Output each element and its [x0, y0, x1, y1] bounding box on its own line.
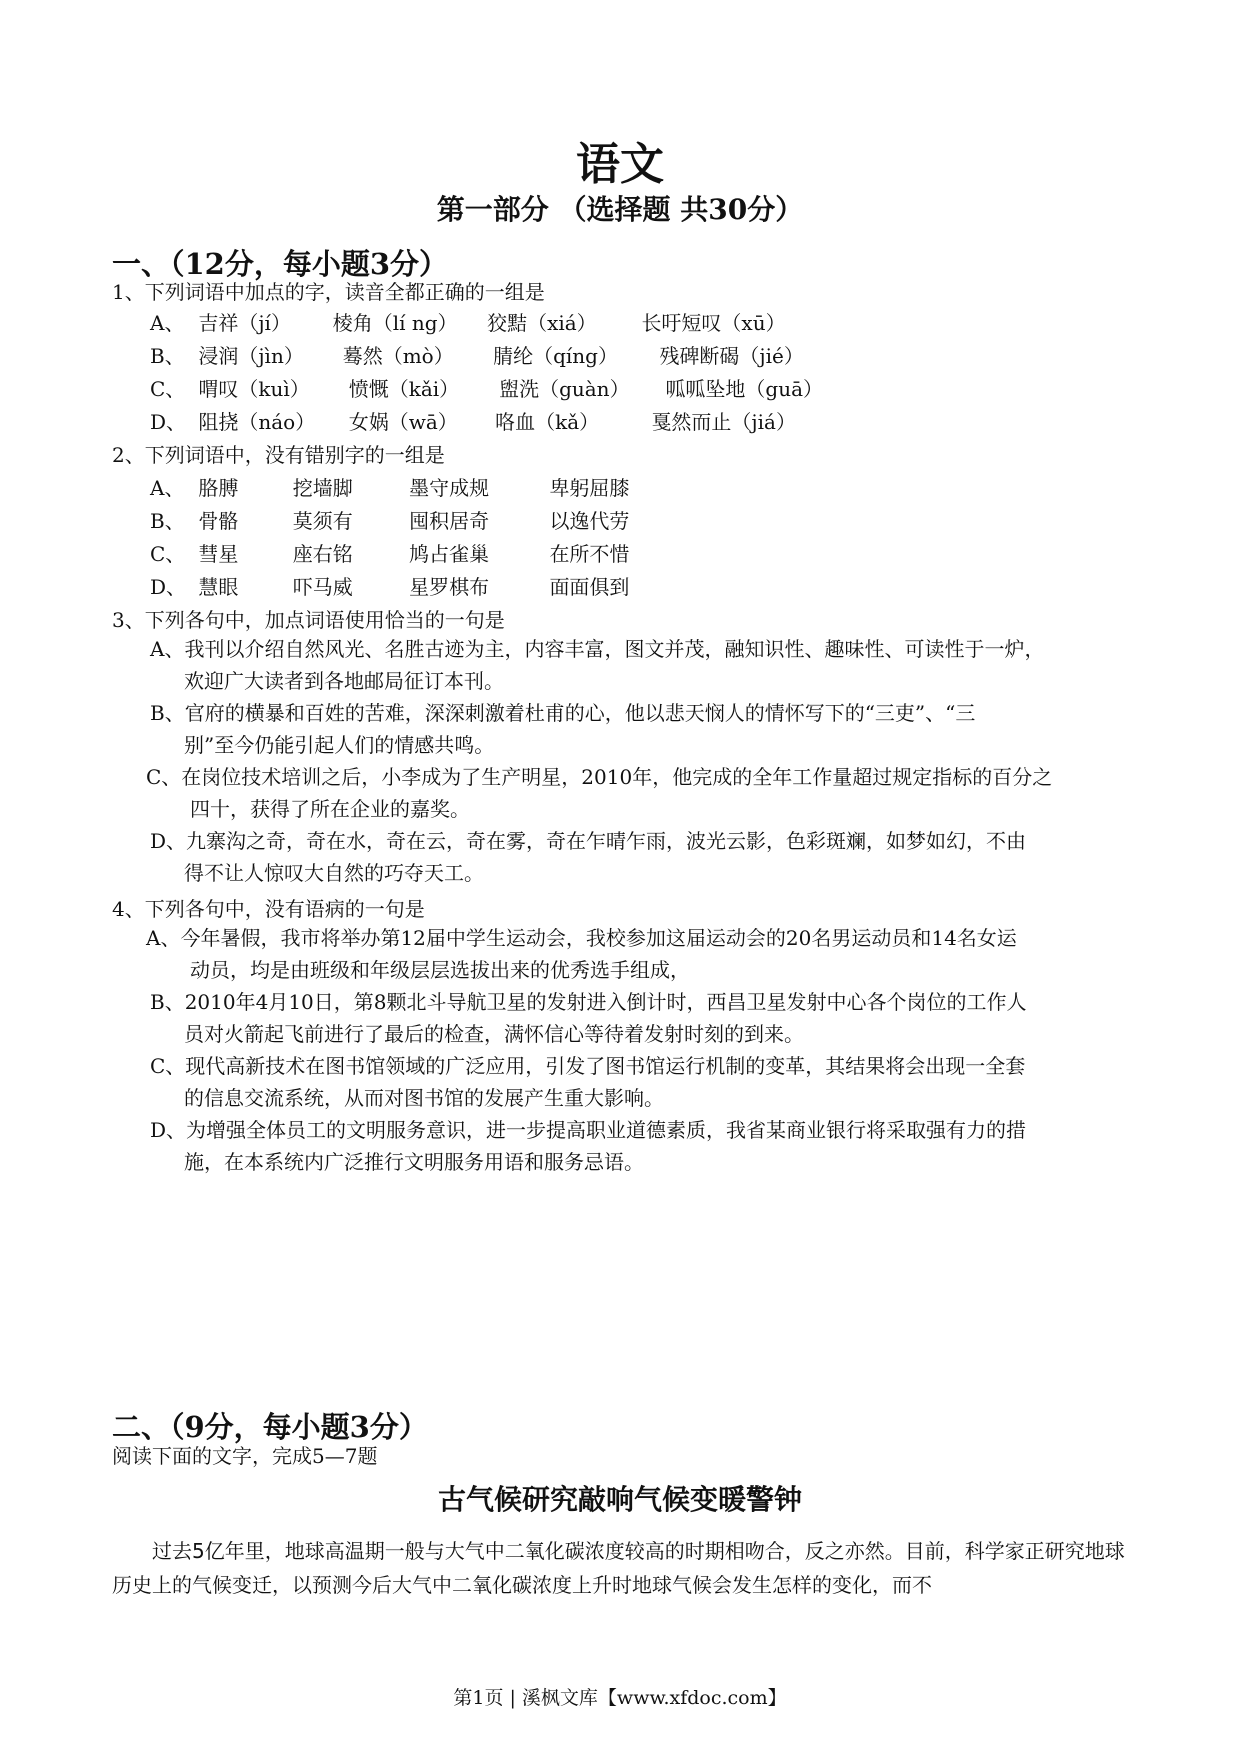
option-word: 囤积居奇 [409, 509, 490, 533]
option-line: C、在岗位技术培训之后，小李成为了生产明星，2010年，他完成的全年工作量超过规定指标的百分之 [146, 765, 1053, 789]
option-word: 戛然而止（jiá） [651, 410, 796, 434]
option-word: 星罗棋布 [409, 575, 490, 599]
option-word: 骨骼 [198, 509, 239, 533]
option-row [150, 538, 629, 567]
option-word: 莫须有 [292, 509, 353, 533]
option-word: 长吁短叹（xū） [641, 311, 786, 335]
option-word: 女娲（wā） [348, 410, 458, 434]
option-word: 慧眼 [198, 575, 239, 599]
option-word: 浸润（jìn） [198, 344, 304, 368]
question-stem: 4、下列各句中，没有语病的一句是 [112, 897, 425, 921]
option-line: D、九寨沟之奇，奇在水，奇在云，奇在雾，奇在乍晴乍雨，波光云影，色彩斑斓，如梦如幻，不由 [150, 829, 1027, 853]
option-label: D、 [150, 410, 187, 434]
option-word: 墨守成规 [409, 476, 490, 500]
article-title: 古气候研究敲响气候变暖警钟 [437, 1483, 802, 1516]
page-title: 语文 [576, 139, 664, 190]
option-row [150, 472, 629, 501]
option-row [150, 340, 804, 369]
option-line: A、今年暑假，我市将举办第12届中学生运动会，我校参加这届运动会的20名男运动员和14名女运 [146, 926, 1017, 950]
option-line: C、现代高新技术在图书馆领域的广泛应用，引发了图书馆运行机制的变革，其结果将会出现一全套 [150, 1054, 1026, 1078]
option-label: B、 [150, 344, 185, 368]
option-word: 鸠占雀巢 [409, 542, 490, 566]
option-line-cont: 四十，获得了所在企业的嘉奖。 [190, 797, 470, 821]
option-line: B、2010年4月10日，第8颗北斗导航卫星的发射进入倒计时，西昌卫星发射中心各个岗位的工作人 [150, 990, 1027, 1014]
option-word: 彗星 [198, 542, 239, 566]
option-line-cont: 的信息交流系统，从而对图书馆的发展产生重大影响。 [184, 1086, 664, 1110]
option-word: 挖墙脚 [292, 476, 353, 500]
option-word: 呱呱坠地（guā） [665, 377, 824, 401]
option-row [150, 505, 629, 534]
option-word: 阻挠（náo） [198, 410, 316, 434]
question-stem: 2、下列词语中，没有错别字的一组是 [112, 443, 445, 467]
option-line-cont: 施，在本系统内广泛推行文明服务用语和服务忌语。 [184, 1150, 644, 1174]
option-word: 蓦然（mò） [342, 344, 454, 368]
article-paragraph: 过去5亿年里，地球高温期一般与大气中二氧化碳浓度较高的时期相吻合，反之亦然。目前，科学家正研究地球历史上的气候变迁，以预测今后大气中二氧化碳浓度上升时地球气候会发生怎样的变化，而不 [112, 1539, 1125, 1597]
option-word: 吉祥（jí） [198, 311, 291, 335]
option-label: A、 [150, 476, 185, 500]
option-word: 在所不惜 [549, 542, 630, 566]
option-word: 狡黠（xiá） [487, 311, 597, 335]
option-word: 吓马威 [292, 575, 353, 599]
option-line-cont: 欢迎广大读者到各地邮局征订本刊。 [184, 669, 504, 693]
option-word: 以逸代劳 [549, 509, 630, 533]
question-stem: 1、下列词语中加点的字，读音全都正确的一组是 [112, 280, 545, 304]
option-word: 咯血（kǎ） [495, 410, 600, 434]
section-heading: 一、（12分，每小题3分） [112, 247, 449, 281]
option-word: 面面俱到 [549, 575, 630, 599]
option-row [150, 373, 823, 402]
option-label: D、 [150, 575, 187, 599]
option-line: A、我刊以介绍自然风光、名胜古迹为主，内容丰富，图文并茂，融知识性、趣味性、可读性于一炉， [150, 637, 1045, 661]
option-row [150, 307, 786, 336]
option-word: 盥洗（guàn） [499, 377, 630, 401]
option-label: A、 [150, 311, 185, 335]
option-line-cont: 别”至今仍能引起人们的情感共鸣。 [184, 733, 495, 757]
option-word: 棱角（lí ng） [332, 311, 458, 335]
option-label: C、 [150, 377, 186, 401]
option-row [150, 571, 629, 600]
option-line: D、为增强全体员工的文明服务意识，进一步提高职业道德素质，我省某商业银行将采取强有力的措 [150, 1118, 1027, 1142]
page-footer: 第1页 | 溪枫文库【www.xfdoc.com】 [453, 1687, 787, 1709]
option-word: 胳膊 [198, 476, 239, 500]
option-label: B、 [150, 509, 185, 533]
option-word: 卑躬屈膝 [549, 476, 630, 500]
option-label: C、 [150, 542, 186, 566]
option-word: 残碑断碣（jié） [659, 344, 804, 368]
reading-instruction: 阅读下面的文字，完成5—7题 [112, 1444, 378, 1468]
part-subtitle: 第一部分 （选择题 共30分） [436, 193, 804, 226]
option-word: 座右铭 [292, 542, 353, 566]
option-word: 腈纶（qíng） [493, 344, 618, 368]
section-heading: 二、（9分，每小题3分） [112, 1410, 428, 1444]
option-line: B、官府的横暴和百姓的苦难，深深刺激着杜甫的心，他以悲天悯人的情怀写下的“三吏”、“三 [150, 701, 976, 725]
question-stem: 3、下列各句中，加点词语使用恰当的一句是 [112, 608, 505, 632]
option-word: 喟叹（kuì） [198, 377, 310, 401]
option-line-cont: 动员，均是由班级和年级层层选拔出来的优秀选手组成， [190, 958, 690, 982]
option-line-cont: 得不让人惊叹大自然的巧夺天工。 [184, 861, 484, 885]
option-line-cont: 员对火箭起飞前进行了最后的检查，满怀信心等待着发射时刻的到来。 [184, 1022, 804, 1046]
option-row [150, 406, 796, 435]
option-word: 愤慨（kǎi） [348, 377, 460, 401]
